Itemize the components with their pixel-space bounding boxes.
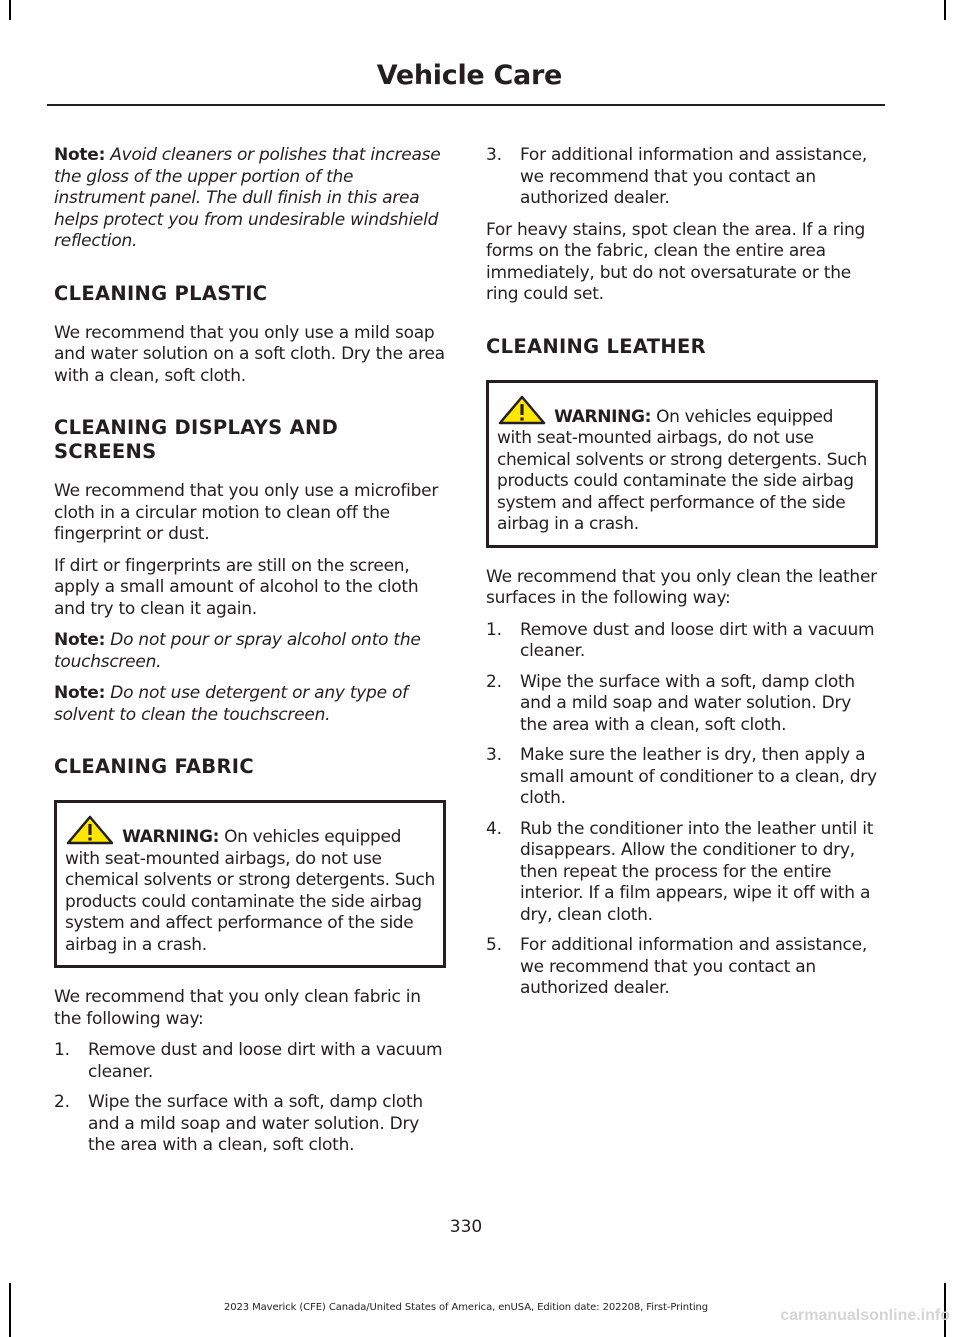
- list-item-number: 2.: [54, 1092, 70, 1112]
- paragraph-plastic: We recommend that you only use a mild soap and water solution on a soft cloth. Dry the area with a clean, soft cloth.: [54, 322, 445, 386]
- warning-triangle-icon: [497, 395, 547, 425]
- list-item-number: 4.: [486, 818, 502, 839]
- fabric-steps-list: [54, 1040, 446, 1157]
- note-text: Do not use detergent or any type of solvent to clean the touchscreen.: [54, 683, 408, 725]
- paragraph-displays-1: We recommend that you only use a microfiber cloth in a circular motion to clean off the fingerprint or dust.: [54, 481, 439, 544]
- note-alcohol: [54, 630, 446, 673]
- list-item-text: Wipe the surface with a soft, damp cloth and a mild soap and water solution. Dry the area with a clean, soft cloth.: [88, 1092, 423, 1155]
- warning-label: WARNING:: [554, 406, 652, 427]
- list-item-text: Rub the conditioner into the leather until it disappears. Allow the conditioner to dry, then repeat the process for the entire interior. If a film appears, wipe it off with a dry, clean cloth.: [520, 818, 874, 925]
- list-item: [486, 935, 878, 1000]
- warning-triangle-icon: [65, 815, 115, 845]
- right-column: [486, 145, 878, 1010]
- page-header-title: Vehicle Care: [376, 60, 562, 91]
- page-footer: 2023 Maverick (CFE) Canada/United States of America, enUSA, Edition date: 202208, First-Printing: [223, 1302, 709, 1313]
- list-item-text: Remove dust and loose dirt with a vacuum cleaner.: [88, 1040, 443, 1082]
- left-column: [54, 145, 446, 1167]
- list-item: [54, 1040, 446, 1083]
- fabric-steps-list-continued: [486, 145, 878, 210]
- list-item: [486, 145, 878, 210]
- page-number: 330: [449, 1217, 483, 1237]
- paragraph-fabric-intro: We recommend that you only clean fabric in the following way:: [54, 987, 421, 1029]
- list-item-number: 5.: [486, 935, 502, 955]
- warning-text: On vehicles equipped with seat-mounted airbags, do not use chemical solvents or strong detergents. Such products could contaminate the side airbag system and affect performance of the side airbag in a crash.: [497, 406, 867, 534]
- heading-cleaning-leather: CLEANING LEATHER: [486, 334, 706, 358]
- note-text: Do not pour or spray alcohol onto the touchscreen.: [54, 630, 421, 672]
- watermark[interactable]: carmanualsonline.info: [780, 1307, 950, 1324]
- warning-box-fabric: [54, 800, 446, 968]
- paragraph-leather-intro: We recommend that you only clean the leather surfaces in the following way:: [486, 566, 877, 608]
- note-detergent: [54, 683, 446, 726]
- crop-mark-top-right: [944, 0, 946, 20]
- leather-steps-list: [486, 620, 878, 1000]
- list-item-text: Remove dust and loose dirt with a vacuum cleaner.: [520, 619, 875, 661]
- header-rule: [47, 104, 885, 106]
- paragraph-heavy-stains: For heavy stains, spot clean the area. If a ring forms on the fabric, clean the entire area immediately, but do not oversaturate or the ring could set.: [486, 219, 866, 304]
- list-item: [54, 1092, 446, 1157]
- heading-cleaning-displays: CLEANING DISPLAYS AND SCREENS: [54, 416, 339, 463]
- paragraph-displays-2: If dirt or fingerprints are still on the screen, apply a small amount of alcohol to the cloth and try to clean it again.: [54, 555, 419, 619]
- note-label: Note:: [54, 630, 106, 650]
- list-item-text: For additional information and assistance, we recommend that you contact an authorized dealer.: [520, 935, 867, 998]
- note-instrument-panel: [54, 145, 446, 253]
- list-item-number: 3.: [486, 145, 502, 165]
- list-item: [486, 672, 878, 737]
- note-label: Note:: [54, 145, 106, 165]
- list-item-number: 1.: [54, 1040, 70, 1060]
- list-item-text: Wipe the surface with a soft, damp cloth and a mild soap and water solution. Dry the area with a clean, soft cloth.: [520, 671, 855, 735]
- crop-mark-top-left: [9, 0, 11, 20]
- list-item: [486, 819, 878, 927]
- list-item-text: For additional information and assistance, we recommend that you contact an authorized dealer.: [520, 145, 867, 208]
- list-item: [486, 620, 878, 663]
- list-item-number: 3.: [486, 745, 502, 765]
- list-item-number: 2.: [486, 671, 502, 692]
- list-item: [486, 745, 878, 810]
- heading-cleaning-fabric: CLEANING FABRIC: [54, 755, 254, 778]
- list-item-text: Make sure the leather is dry, then apply a small amount of conditioner to a clean, dry cloth.: [520, 745, 877, 808]
- heading-cleaning-plastic: CLEANING PLASTIC: [54, 281, 268, 305]
- warning-box-leather: [486, 380, 878, 548]
- list-item-number: 1.: [486, 619, 502, 640]
- warning-text: On vehicles equipped with seat-mounted airbags, do not use chemical solvents or strong detergents. Such products could contaminate the side airbag system and affect performance of the side airbag in a crash.: [65, 827, 435, 955]
- note-label: Note:: [54, 683, 106, 703]
- warning-label: WARNING:: [122, 827, 220, 847]
- note-text: Avoid cleaners or polishes that increase the gloss of the upper portion of the instrument panel. The dull finish in this area helps protect you from undesirable windshield reflection.: [54, 145, 441, 251]
